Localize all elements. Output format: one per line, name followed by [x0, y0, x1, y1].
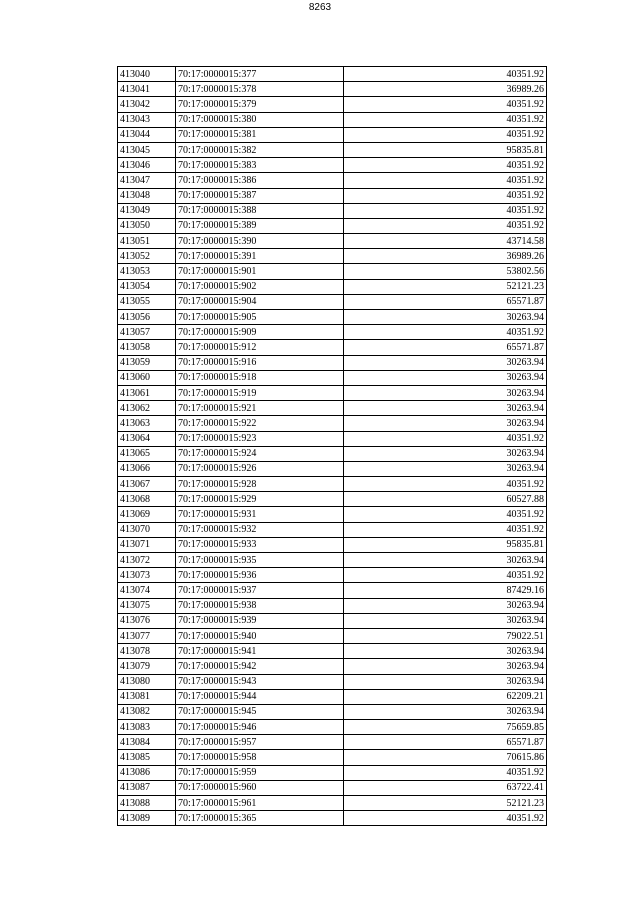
cadastral-value-cell: 79022.51 — [344, 628, 547, 643]
table-row — [118, 507, 547, 522]
row-number-cell: 413085 — [118, 750, 176, 765]
cadastral-value-cell: 40351.92 — [344, 158, 547, 173]
cadastral-number-cell: 70:17:0000015:918 — [176, 370, 344, 385]
cadastral-number-cell: 70:17:0000015:944 — [176, 689, 344, 704]
row-number-cell: 413079 — [118, 659, 176, 674]
cadastral-value-cell: 52121.23 — [344, 796, 547, 811]
row-number-cell: 413066 — [118, 461, 176, 476]
cadastral-value-cell: 30263.94 — [344, 598, 547, 613]
cadastral-value-cell: 75659.85 — [344, 720, 547, 735]
cadastral-value-cell: 40351.92 — [344, 188, 547, 203]
row-number-cell: 413077 — [118, 628, 176, 643]
cadastral-value-cell: 53802.56 — [344, 264, 547, 279]
cadastral-number-cell: 70:17:0000015:959 — [176, 765, 344, 780]
row-number-cell: 413042 — [118, 97, 176, 112]
table-row — [118, 67, 547, 82]
cadastral-value-cell: 60527.88 — [344, 492, 547, 507]
table-row — [118, 310, 547, 325]
cadastral-value-table — [117, 66, 547, 826]
cadastral-value-cell: 87429.16 — [344, 583, 547, 598]
cadastral-number-cell: 70:17:0000015:940 — [176, 628, 344, 643]
cadastral-number-cell: 70:17:0000015:390 — [176, 234, 344, 249]
row-number-cell: 413070 — [118, 522, 176, 537]
row-number-cell: 413049 — [118, 203, 176, 218]
table-row — [118, 522, 547, 537]
row-number-cell: 413043 — [118, 112, 176, 127]
row-number-cell: 413068 — [118, 492, 176, 507]
cadastral-number-cell: 70:17:0000015:933 — [176, 537, 344, 552]
table-row — [118, 735, 547, 750]
table-row — [118, 416, 547, 431]
table-row — [118, 553, 547, 568]
cadastral-number-cell: 70:17:0000015:912 — [176, 340, 344, 355]
table-row — [118, 704, 547, 719]
cadastral-number-cell: 70:17:0000015:937 — [176, 583, 344, 598]
row-number-cell: 413089 — [118, 811, 176, 826]
cadastral-number-cell: 70:17:0000015:901 — [176, 264, 344, 279]
page-number: 8263 — [308, 2, 332, 13]
row-number-cell: 413044 — [118, 127, 176, 142]
cadastral-value-cell: 30263.94 — [344, 704, 547, 719]
cadastral-number-cell: 70:17:0000015:905 — [176, 310, 344, 325]
cadastral-number-cell: 70:17:0000015:929 — [176, 492, 344, 507]
cadastral-value-cell: 30263.94 — [344, 446, 547, 461]
cadastral-value-cell: 30263.94 — [344, 401, 547, 416]
row-number-cell: 413061 — [118, 385, 176, 400]
table-body — [118, 67, 547, 826]
table-row — [118, 325, 547, 340]
row-number-cell: 413047 — [118, 173, 176, 188]
cadastral-value-cell: 40351.92 — [344, 811, 547, 826]
table-row — [118, 477, 547, 492]
cadastral-number-cell: 70:17:0000015:931 — [176, 507, 344, 522]
table-row — [118, 689, 547, 704]
table-row — [118, 173, 547, 188]
cadastral-number-cell: 70:17:0000015:938 — [176, 598, 344, 613]
cadastral-value-cell: 30263.94 — [344, 553, 547, 568]
table-row — [118, 355, 547, 370]
table-row — [118, 158, 547, 173]
cadastral-number-cell: 70:17:0000015:919 — [176, 385, 344, 400]
table-row — [118, 613, 547, 628]
row-number-cell: 413053 — [118, 264, 176, 279]
table-row — [118, 340, 547, 355]
cadastral-value-cell: 43714.58 — [344, 234, 547, 249]
row-number-cell: 413060 — [118, 370, 176, 385]
table-row — [118, 674, 547, 689]
row-number-cell: 413065 — [118, 446, 176, 461]
cadastral-value-cell: 95835.81 — [344, 537, 547, 552]
table-row — [118, 385, 547, 400]
row-number-cell: 413045 — [118, 142, 176, 157]
cadastral-number-cell: 70:17:0000015:386 — [176, 173, 344, 188]
row-number-cell: 413048 — [118, 188, 176, 203]
row-number-cell: 413076 — [118, 613, 176, 628]
cadastral-value-cell: 40351.92 — [344, 67, 547, 82]
row-number-cell: 413086 — [118, 765, 176, 780]
cadastral-value-cell: 30263.94 — [344, 416, 547, 431]
row-number-cell: 413072 — [118, 553, 176, 568]
cadastral-number-cell: 70:17:0000015:943 — [176, 674, 344, 689]
cadastral-value-cell: 40351.92 — [344, 431, 547, 446]
table-row — [118, 720, 547, 735]
cadastral-number-cell: 70:17:0000015:387 — [176, 188, 344, 203]
row-number-cell: 413071 — [118, 537, 176, 552]
cadastral-value-cell: 30263.94 — [344, 355, 547, 370]
cadastral-value-cell: 40351.92 — [344, 173, 547, 188]
cadastral-number-cell: 70:17:0000015:380 — [176, 112, 344, 127]
row-number-cell: 413087 — [118, 780, 176, 795]
row-number-cell: 413082 — [118, 704, 176, 719]
table-row — [118, 750, 547, 765]
cadastral-value-cell: 30263.94 — [344, 644, 547, 659]
cadastral-value-cell: 52121.23 — [344, 279, 547, 294]
cadastral-number-cell: 70:17:0000015:936 — [176, 568, 344, 583]
cadastral-value-cell: 65571.87 — [344, 340, 547, 355]
cadastral-value-cell: 30263.94 — [344, 674, 547, 689]
row-number-cell: 413050 — [118, 218, 176, 233]
cadastral-number-cell: 70:17:0000015:902 — [176, 279, 344, 294]
cadastral-value-cell: 65571.87 — [344, 735, 547, 750]
row-number-cell: 413063 — [118, 416, 176, 431]
cadastral-number-cell: 70:17:0000015:909 — [176, 325, 344, 340]
table-row — [118, 188, 547, 203]
cadastral-value-cell: 30263.94 — [344, 310, 547, 325]
table-row — [118, 234, 547, 249]
cadastral-number-cell: 70:17:0000015:916 — [176, 355, 344, 370]
cadastral-number-cell: 70:17:0000015:932 — [176, 522, 344, 537]
table-row — [118, 492, 547, 507]
cadastral-number-cell: 70:17:0000015:939 — [176, 613, 344, 628]
row-number-cell: 413083 — [118, 720, 176, 735]
table-row — [118, 218, 547, 233]
cadastral-number-cell: 70:17:0000015:928 — [176, 477, 344, 492]
cadastral-value-cell: 65571.87 — [344, 294, 547, 309]
cadastral-number-cell: 70:17:0000015:957 — [176, 735, 344, 750]
row-number-cell: 413062 — [118, 401, 176, 416]
row-number-cell: 413064 — [118, 431, 176, 446]
cadastral-number-cell: 70:17:0000015:382 — [176, 142, 344, 157]
row-number-cell: 413040 — [118, 67, 176, 82]
table-row — [118, 97, 547, 112]
row-number-cell: 413075 — [118, 598, 176, 613]
cadastral-value-cell: 36989.26 — [344, 249, 547, 264]
cadastral-number-cell: 70:17:0000015:961 — [176, 796, 344, 811]
cadastral-number-cell: 70:17:0000015:377 — [176, 67, 344, 82]
cadastral-number-cell: 70:17:0000015:924 — [176, 446, 344, 461]
table-row — [118, 203, 547, 218]
table-row — [118, 537, 547, 552]
table-row — [118, 431, 547, 446]
cadastral-number-cell: 70:17:0000015:922 — [176, 416, 344, 431]
cadastral-number-cell: 70:17:0000015:381 — [176, 127, 344, 142]
cadastral-value-cell: 95835.81 — [344, 142, 547, 157]
row-number-cell: 413046 — [118, 158, 176, 173]
table-row — [118, 659, 547, 674]
cadastral-number-cell: 70:17:0000015:389 — [176, 218, 344, 233]
cadastral-value-cell: 40351.92 — [344, 127, 547, 142]
cadastral-value-cell: 70615.86 — [344, 750, 547, 765]
cadastral-value-cell: 40351.92 — [344, 97, 547, 112]
table-row — [118, 370, 547, 385]
row-number-cell: 413069 — [118, 507, 176, 522]
table-row — [118, 796, 547, 811]
cadastral-number-cell: 70:17:0000015:926 — [176, 461, 344, 476]
cadastral-value-cell: 40351.92 — [344, 765, 547, 780]
row-number-cell: 413057 — [118, 325, 176, 340]
table-row — [118, 294, 547, 309]
row-number-cell: 413073 — [118, 568, 176, 583]
row-number-cell: 413059 — [118, 355, 176, 370]
cadastral-value-cell: 40351.92 — [344, 507, 547, 522]
table-row — [118, 568, 547, 583]
cadastral-value-cell: 63722.41 — [344, 780, 547, 795]
table-row — [118, 811, 547, 826]
table-row — [118, 780, 547, 795]
cadastral-number-cell: 70:17:0000015:942 — [176, 659, 344, 674]
cadastral-number-cell: 70:17:0000015:946 — [176, 720, 344, 735]
table-row — [118, 142, 547, 157]
row-number-cell: 413041 — [118, 82, 176, 97]
table-row — [118, 583, 547, 598]
table-row — [118, 127, 547, 142]
cadastral-number-cell: 70:17:0000015:391 — [176, 249, 344, 264]
cadastral-number-cell: 70:17:0000015:935 — [176, 553, 344, 568]
row-number-cell: 413080 — [118, 674, 176, 689]
cadastral-value-cell: 40351.92 — [344, 203, 547, 218]
cadastral-value-cell: 30263.94 — [344, 370, 547, 385]
cadastral-value-cell: 30263.94 — [344, 613, 547, 628]
cadastral-number-cell: 70:17:0000015:904 — [176, 294, 344, 309]
row-number-cell: 413051 — [118, 234, 176, 249]
cadastral-value-cell: 40351.92 — [344, 522, 547, 537]
table-row — [118, 401, 547, 416]
row-number-cell: 413088 — [118, 796, 176, 811]
cadastral-number-cell: 70:17:0000015:921 — [176, 401, 344, 416]
table-row — [118, 112, 547, 127]
row-number-cell: 413081 — [118, 689, 176, 704]
row-number-cell: 413055 — [118, 294, 176, 309]
cadastral-number-cell: 70:17:0000015:378 — [176, 82, 344, 97]
cadastral-number-cell: 70:17:0000015:958 — [176, 750, 344, 765]
cadastral-number-cell: 70:17:0000015:383 — [176, 158, 344, 173]
table-row — [118, 628, 547, 643]
table-row — [118, 765, 547, 780]
cadastral-value-cell: 30263.94 — [344, 385, 547, 400]
table-row — [118, 446, 547, 461]
table-row — [118, 264, 547, 279]
cadastral-value-cell: 40351.92 — [344, 325, 547, 340]
cadastral-value-cell: 40351.92 — [344, 568, 547, 583]
cadastral-value-cell: 36989.26 — [344, 82, 547, 97]
row-number-cell: 413067 — [118, 477, 176, 492]
cadastral-value-cell: 30263.94 — [344, 461, 547, 476]
table-row — [118, 279, 547, 294]
row-number-cell: 413054 — [118, 279, 176, 294]
cadastral-number-cell: 70:17:0000015:923 — [176, 431, 344, 446]
table-row — [118, 82, 547, 97]
cadastral-number-cell: 70:17:0000015:388 — [176, 203, 344, 218]
cadastral-number-cell: 70:17:0000015:941 — [176, 644, 344, 659]
cadastral-value-cell: 62209.21 — [344, 689, 547, 704]
row-number-cell: 413058 — [118, 340, 176, 355]
row-number-cell: 413052 — [118, 249, 176, 264]
row-number-cell: 413074 — [118, 583, 176, 598]
row-number-cell: 413084 — [118, 735, 176, 750]
cadastral-number-cell: 70:17:0000015:365 — [176, 811, 344, 826]
table-row — [118, 249, 547, 264]
row-number-cell: 413078 — [118, 644, 176, 659]
cadastral-value-cell: 40351.92 — [344, 218, 547, 233]
cadastral-value-cell: 40351.92 — [344, 477, 547, 492]
cadastral-number-cell: 70:17:0000015:960 — [176, 780, 344, 795]
table-row — [118, 598, 547, 613]
cadastral-number-cell: 70:17:0000015:945 — [176, 704, 344, 719]
cadastral-number-cell: 70:17:0000015:379 — [176, 97, 344, 112]
row-number-cell: 413056 — [118, 310, 176, 325]
cadastral-value-cell: 30263.94 — [344, 659, 547, 674]
table-row — [118, 644, 547, 659]
cadastral-value-cell: 40351.92 — [344, 112, 547, 127]
table-row — [118, 461, 547, 476]
